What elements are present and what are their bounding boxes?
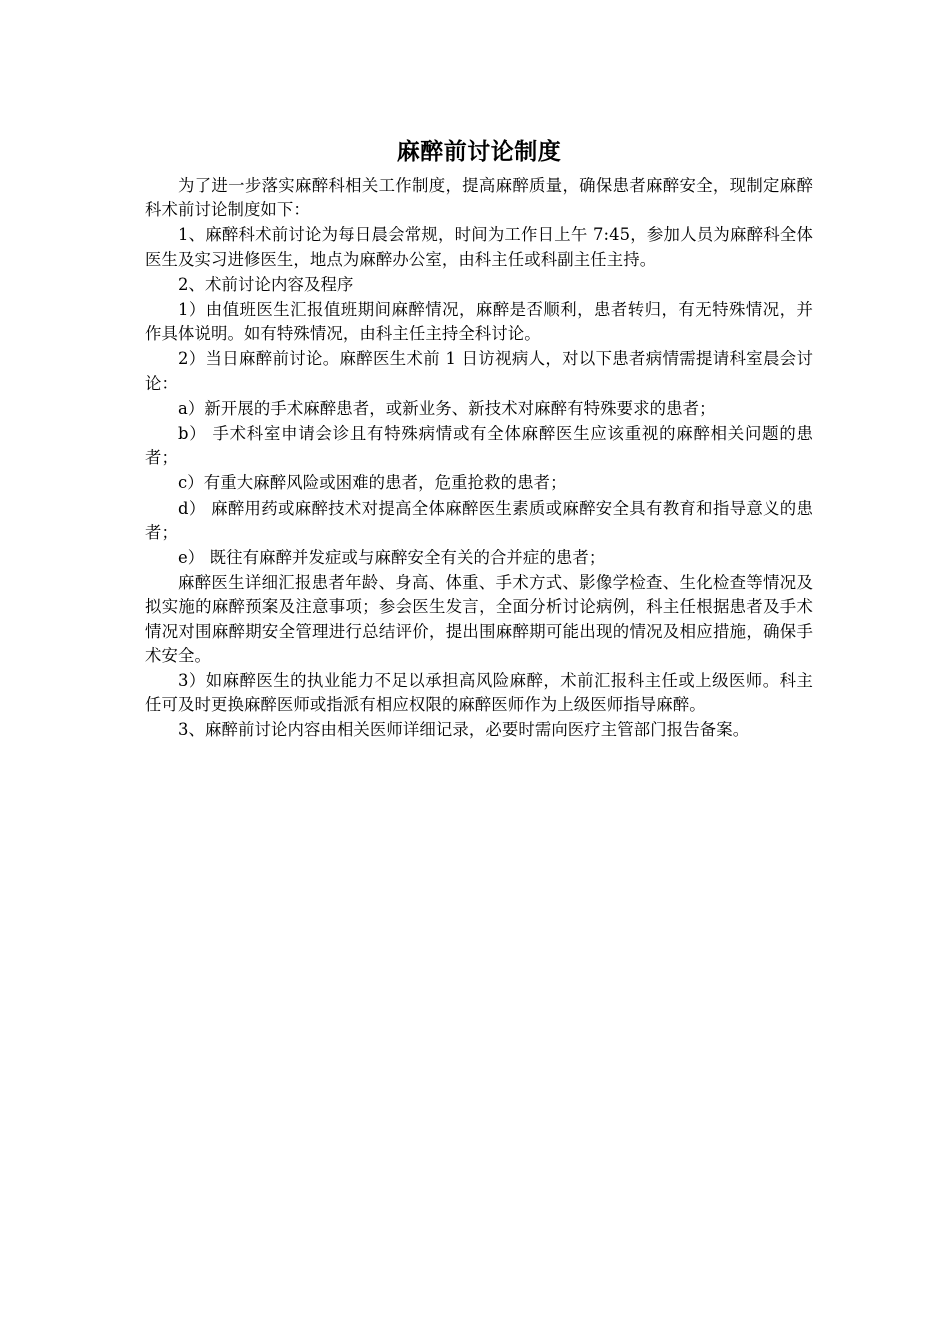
paragraph-item-2-2-a: a）新开展的手术麻醉患者，或新业务、新技术对麻醉有特殊要求的患者； [178, 398, 716, 418]
paragraph-item-2-3: 3）如麻醉医生的执业能力不足以承担高风险麻醉，术前汇报科主任或上级医师。科主任可及时更换麻醉医师或指派有相应权限的麻醉医师作为上级医师指导麻醉。 [145, 671, 813, 715]
document-page [145, 134, 813, 744]
paragraph-item-2-heading: 2、术前讨论内容及程序 [178, 274, 354, 294]
paragraph-item-2-2-d: d） 麻醉用药或麻醉技术对提高全体麻醉医生素质或麻醉安全具有教育和指导意义的患者； [145, 498, 813, 542]
paragraph-item-2-2-b: b） 手术科室申请会诊且有特殊病情或有全体麻醉医生应该重视的麻醉相关问题的患者； [145, 424, 813, 468]
document-title: 麻醉前讨论制度 [396, 138, 562, 165]
paragraph-item-3: 3、麻醉前讨论内容由相关医师详细记录，必要时需向医疗主管部门报告备案。 [178, 720, 750, 740]
paragraph-intro: 为了进一步落实麻醉科相关工作制度，提高麻醉质量，确保患者麻醉安全，现制定麻醉科术前讨论制度如下： [145, 176, 813, 220]
paragraph-item-2-2: 2）当日麻醉前讨论。麻醉医生术前 1 日访视病人，对以下患者病情需提请科室晨会讨论： [145, 349, 813, 393]
paragraph-briefing-details: 麻醉医生详细汇报患者年龄、身高、体重、手术方式、影像学检查、生化检查等情况及拟实施的麻醉预案及注意事项；参会医生发言，全面分析讨论病例，科主任根据患者及手术情况对围麻醉期安全管理进行总结评价，提出围麻醉期可能出现的情况及相应措施，确保手术安全。 [145, 573, 813, 665]
paragraph-item-2-2-c: c）有重大麻醉风险或困难的患者，危重抢救的患者； [178, 473, 567, 493]
paragraph-item-2-2-e: e） 既往有麻醉并发症或与麻醉安全有关的合并症的患者； [178, 548, 606, 568]
paragraph-item-1: 1、麻醉科术前讨论为每日晨会常规，时间为工作日上午 7:45，参加人员为麻醉科全体医生及实习进修医生，地点为麻醉办公室，由科主任或科副主任主持。 [145, 225, 813, 269]
paragraph-item-2-1: 1）由值班医生汇报值班期间麻醉情况，麻醉是否顺利，患者转归，有无特殊情况，并作具体说明。如有特殊情况，由科主任主持全科讨论。 [145, 300, 813, 344]
